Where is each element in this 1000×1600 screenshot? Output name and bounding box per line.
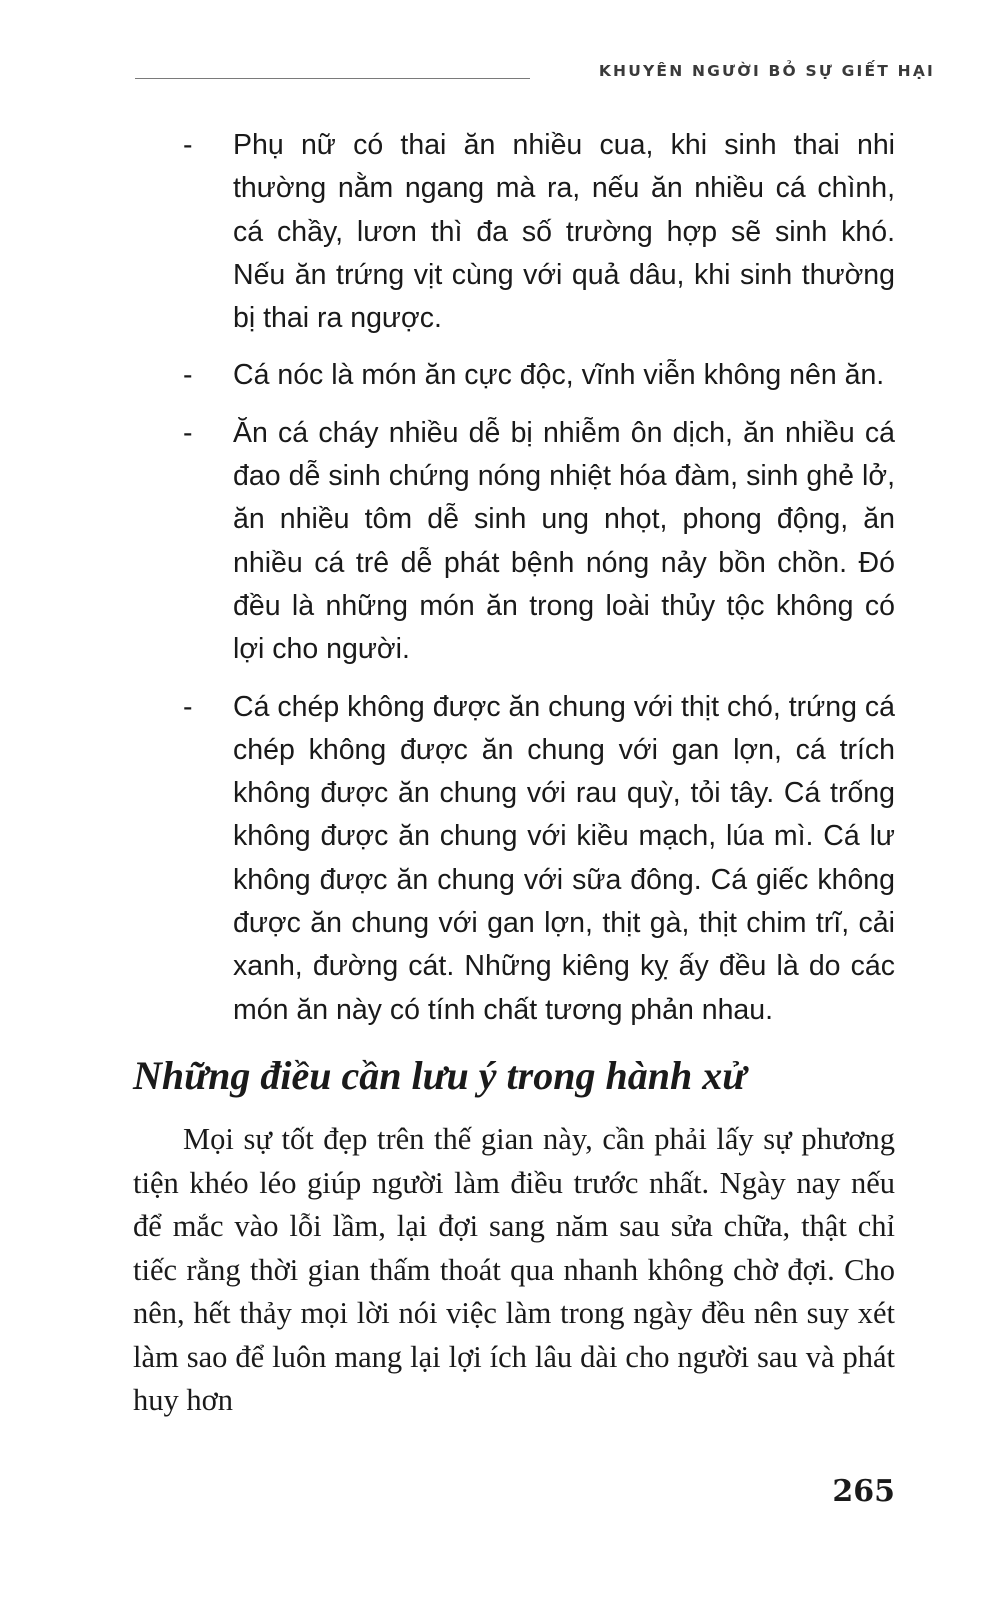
bullet-dash: - xyxy=(183,359,193,392)
list-item xyxy=(183,124,895,340)
bullet-list xyxy=(183,124,895,1046)
running-title: KHUYÊN NGƯỜI BỎ SỰ GIẾT HẠI xyxy=(598,62,935,80)
list-item xyxy=(183,354,895,397)
page-number: 265 xyxy=(832,1474,895,1509)
bullet-text: Phụ nữ có thai ăn nhiều cua, khi sinh thai nhi thường nằm ngang mà ra, nếu ăn nhiều cá chình, cá chầy, lươn thì đa số trường hợp sẽ sinh khó. Nếu ăn trứng vịt cùng với quả dâu, khi sinh thường bị thai ra ngược. xyxy=(233,129,895,335)
list-item xyxy=(183,412,895,672)
bullet-dash: - xyxy=(183,690,193,723)
bullet-text: Ăn cá cháy nhiều dễ bị nhiễm ôn dịch, ăn nhiều cá đao dễ sinh chứng nóng nhiệt hóa đàm, sinh ghẻ lở, ăn nhiều tôm dễ sinh ung nhọt, phong động, ăn nhiều cá trê dễ phát bệnh nóng nảy bồn chồn. Đó đều là những món ăn trong loài thủy tộc không có lợi cho người. xyxy=(233,416,895,666)
bullet-text: Cá nóc là món ăn cực độc, vĩnh viễn không nên ăn. xyxy=(233,359,885,392)
bullet-dash: - xyxy=(183,416,193,449)
body-paragraph: Mọi sự tốt đẹp trên thế gian này, cần phải lấy sự phương tiện khéo léo giúp người làm điều trước nhất. Ngày nay nếu để mắc vào lỗi lầm, lại đợi sang năm sau sửa chữa, thật chỉ tiếc rằng thời gian thấm thoát qua nhanh không chờ đợi. Cho nên, hết thảy mọi lời nói việc làm trong ngày đều nên suy xét làm sao để luôn mang lại lợi ích lâu dài cho người sau và phát huy hơn xyxy=(133,1122,895,1417)
bullet-text: Cá chép không được ăn chung với thịt chó, trứng cá chép không được ăn chung với gan lợn, cá trích không được ăn chung với rau quỳ, tỏi tây. Cá trống không được ăn chung với kiều mạch, lúa mì. Cá lư không được ăn chung với sữa đông. Cá giếc không được ăn chung với gan lợn, thịt gà, thịt chim trĩ, cải xanh, đường cát. Những kiêng kỵ ấy đều là do các món ăn này có tính chất tương phản nhau. xyxy=(233,690,895,1026)
header-rule xyxy=(135,78,530,79)
list-item xyxy=(183,686,895,1032)
running-header xyxy=(135,58,935,86)
bullet-dash: - xyxy=(183,129,193,161)
section-heading: Những điều cần lưu ý trong hành xử xyxy=(133,1053,747,1098)
